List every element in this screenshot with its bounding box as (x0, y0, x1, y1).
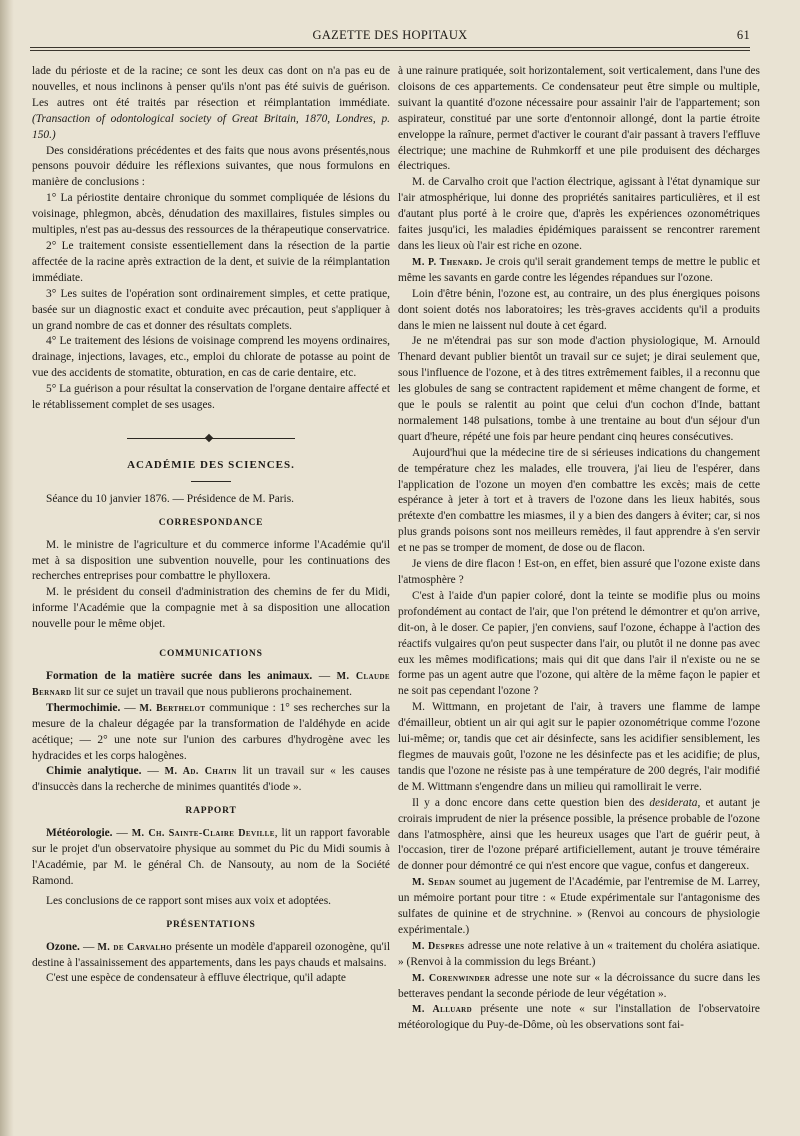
paragraph: C'est une espèce de condensateur à effluve électrique, qu'il adapte (46, 972, 346, 985)
journal-title: GAZETTE DES HOPITAUX (312, 28, 468, 42)
seance-line: Séance du 10 janvier 1876. — Présidence de M. Paris. (46, 492, 295, 505)
section-title: ACADÉMIE DES SCIENCES. (127, 458, 295, 471)
item-lead: Météorologie. (46, 827, 113, 840)
paragraph: M. de Carvalho croit que l'action électrique, agissant à l'état dynamique sur l'air atmosphérique, lui donne des propriétés sanitaires particulières, et il est d'autant plus porté à le croire que, d'après les expériences ozonométriques faites jusqu'ici, les maladies épidémiques paraissent se rencontrer rarement dans les lieux où l'air est riche en ozone. (398, 176, 760, 252)
paragraph (32, 64, 390, 144)
communication-item: Chimie analytique. — M. Ad. Chatin lit un travail sur « les causes d'insuccès dans la recherche de minimes quantités d'iode ». (32, 765, 390, 794)
speaker: M. Corenwinder (412, 972, 491, 984)
conclusion-4: 4° Le traitement des lésions de voisinage comprend les moyens ordinaires, drainage, injections, lavages, etc., emploi du chlorate de potasse au point de vue des accidents de stomatite, obturation, en cas de carie dentaire, etc. (32, 335, 390, 380)
section-separator (127, 436, 295, 442)
item-text: lit un travail sur « les causes d'insuccès dans la recherche de minimes quantités d'iode ». (32, 765, 390, 794)
paragraph: Les conclusions de ce rapport sont mises aux voix et adoptées. (46, 894, 332, 907)
header-rule-top (30, 47, 750, 48)
presentations-heading: PRÉSENTATIONS (166, 919, 256, 930)
text: soumet au jugement de l'Académie, par l'entremise de M. Larrey, un mémoire portant pour titre : « Etude expérimentale sur l'antagonisme des sulfates de quinine et de strychnine. » (Renvoi au concours de physiologie expérimentale.) (398, 876, 760, 936)
correspondance-heading: CORRESPONDANCE (158, 517, 264, 528)
paragraph: C'est à l'aide d'un papier coloré, dont la teinte se modifie plus ou moins profondément au contact de l'air, que l'on prétend le démontrer et qu'on arrive, dit-on, à le doser. Ce papier, j'en conviens, sauf l'ozone, échappe à l'action des réactifs vulgaires qu'on peut suspecter dans l'air, ou plutôt il ne donne pas avec eux les mêmes modifications; mais qui dit que dans l'air il n'existe ou ne se forme pas un agent autre que l'ozone, qui altère de la même façon le papier et ne soit pas cependant l'ozone ? (398, 589, 760, 698)
paragraph: à une rainure pratiquée, soit horizontalement, soit verticalement, dans l'une des cloisons de ces appartements. Ce condensateur peut être simple ou multiple, suivant la quantité d'ozone nécessaire pour assainir l'air de l'appartement; son aspirateur, constitué par une sorte d'entonnoir allongé, dont la partie étroite enveloppe la raînure, permet d'activer le courant d'air passant à travers l'effluve électrique; une machine de Ruhmkorff et une pile produisent des décharges électriques. (398, 65, 760, 173)
paragraph: Aujourd'hui que la médecine tire de si sérieuses indications du changement de température chez les malades, elle trouvera, j'ai lieu de l'espérer, dans l'application de l'ozone un moyen d'en combattre les excès; mais de cette espérance à jeter à tort et à travers de l'ozone dans les lieux habités, sous prétexte d'en combattre les miasmes, il y a bien des dangers à éviter; car, si nos plus grands poisons sont nos meilleurs remèdes, il faut apprendre à s'en servir et ne pas se tromper de moment, de dose ou de flacon. (398, 446, 760, 555)
conclusion-3: 3° Les suites de l'opération sont ordinairement simples, et cette pratique, basée sur un diagnostic exact et conduite avec précaution, peut s'appliquer à un grand nombre de cas et donner des résultats complets. (32, 287, 390, 332)
item-author: M. Berthelot (139, 702, 206, 714)
communications-heading: COMMUNICATIONS (159, 649, 263, 660)
paragraph (398, 1002, 760, 1034)
text: Je crois qu'il serait grandement temps de mettre le public et même les savants en garde contre les légendes répandues sur l'ozone. (398, 255, 760, 284)
item-author: M. Ch. Sainte-Claire Deville (131, 828, 275, 840)
paragraph: Je ne m'étendrai pas sur son mode d'action physiologique, M. Arnould Thenard devant publier bientôt un travail sur ce sujet; je dirai seulement que, sous l'influence de l'ozone, et à des titres extrêmement faibles, il a reconnu que les globules de sang se contractent rapidement et même changent de forme, et que le pouls se ralentit au point que celui d'un cochon d'Inde, battant normalement 148 pulsations, tombe à une trentaine au bout d'un séjour d'un quart d'heure, répété une fois par heure pendant cinq heures consécutives. (398, 335, 760, 443)
running-header (30, 28, 750, 46)
page-spine-shadow (0, 0, 14, 1136)
conclusion-5: 5° La guérison a pour résultat la conservation de l'organe dentaire affecté et le rétablissement complet de ses usages. (32, 383, 390, 412)
paragraph (398, 255, 760, 287)
rapport-heading: RAPPORT (185, 806, 237, 817)
text: adresse une note sur « la décroissance du sucre dans les betteraves pendant la seconde période de leur végétation ». (398, 971, 761, 1000)
speaker: M. P. Thenard. (412, 256, 483, 268)
paragraph (398, 796, 760, 876)
item-author: M. Ad. Chatin (164, 766, 237, 778)
page-number: 61 (736, 28, 750, 42)
paragraph: Je viens de dire flacon ! Est-on, en effet, bien assuré que l'ozone existe dans l'atmosphère ? (398, 558, 760, 586)
header-rule-bottom (30, 50, 750, 51)
item-text: lit sur ce sujet un travail que nous publierons prochainement. (71, 685, 353, 698)
speaker: M. Alluard (412, 1004, 473, 1016)
item-author: M. Claude Bernard (32, 671, 390, 698)
text: adresse une note relative à un « traitement du choléra asiatique. » (Renvoi à la commission du legs Bréant.) (398, 939, 761, 968)
communication-item: Thermochimie. — M. Berthelot communique : 1° ses recherches sur la mesure de la chaleur dégagée par la transformation de l'aldéhyde en acide acétique; — 2° une note sur l'union des carbures d'hydrogène avec les hydracides et les corps halogènes. (32, 701, 391, 762)
conclusion-1: 1° La périostite dentaire chronique du sommet compliquée de lésions du voisinage, phlegmon, abcès, dénudation des maxillaires, fistules simples ou multiples, n'est pas au-dessus des ressources de la thérapeutique conservatrice. (32, 192, 390, 237)
item-text: présente un modèle d'appareil ozonogène, qu'il destine à l'assainissement des appartements, dans les pays chauds et malsains. (32, 940, 390, 969)
short-rule (191, 481, 231, 482)
item-lead: Formation de la matière sucrée dans les animaux. (46, 670, 313, 682)
item-text: , lit un rapport favorable sur le projet d'un observatoire physique au sommet du Pic du Midi soumis à l'Académie, par M. le général Ch. de Nansouty, au nom de la Société Ramond. (32, 827, 390, 887)
left-column (32, 64, 390, 987)
paragraph (398, 971, 760, 1003)
speaker: M. Despres (412, 940, 465, 952)
paragraph (398, 939, 760, 971)
item-lead: Ozone. (46, 940, 80, 953)
emphasis: desiderata (649, 796, 698, 809)
rapport-item: Météorologie. — M. Ch. Sainte-Claire Deville, lit un rapport favorable sur le projet d'un observatoire physique au sommet du Pic du Midi soumis à l'Académie, par M. le général Ch. de Nansouty, au nom de la Société Ramond. (32, 827, 390, 887)
paragraph: M. le président du conseil d'administration des chemins de fer du Midi, informe l'Académie que la compagnie met à sa disposition une allocation nouvelle pour le même objet. (32, 586, 390, 631)
paragraph: Loin d'être bénin, l'ozone est, au contraire, un des plus énergiques poisons dont soient dotés nos laboratoires; les très-graves accidents qu'il a produits dans le mien ne laissent nul doute à cet égard. (398, 287, 760, 332)
paragraph: Des considérations précédentes et des faits que nous avons présentés,nous pensons pouvoir déduire les réflexions suivantes, que nous formulons en manière de conclusions : (32, 144, 390, 189)
text: présente une note « sur l'installation de l'observatoire météorologique du Puy-de-Dôme, où les observations sont fai- (398, 1003, 760, 1032)
paragraph (398, 875, 760, 939)
citation: (Transaction of odontological society of Great Britain, 1870, Londres, p. 150.) (32, 112, 390, 141)
item-author: M. de Carvalho (97, 941, 173, 953)
paragraph: M. le ministre de l'agriculture et du commerce informe l'Académie qu'il met à sa disposition une subvention nouvelle, pour les continuations des recherches entreprises pour combattre le phylloxera. (32, 538, 390, 583)
paragraph: M. Wittmann, en projetant de l'air, à travers une flamme de lampe d'émailleur, obtient un air qui agit sur le papier ozonométrique comme l'ozone lui-même; or, tandis que cet air désinfecte, sans les acidifier sensiblement, les flegmes de mauvais goût, l'ozone ne les désinfecte pas et les acidifie; de plus, tandis que l'ozone ne résiste pas à une température de 200 degrés, l'air modifié de M. Wittmann s'engendre dans un milieu qui ramollirait le verre. (398, 701, 760, 793)
conclusion-2: 2° Le traitement consiste essentiellement dans la résection de la partie affectée de la racine après extraction de la dent, et suivie de la réimplantation immédiate. (32, 239, 390, 284)
item-lead: Thermochimie. (46, 701, 121, 714)
item-lead: Chimie analytique. (46, 765, 142, 778)
item-text: communique : 1° ses recherches sur la mesure de la chaleur dégagée par la transformation de l'aldéhyde en acide acétique; — 2° une note sur l'union des carbures d'hydrogène avec les hydracides et les corps halogènes. (32, 701, 391, 762)
presentation-item: Ozone. — M. de Carvalho présente un modèle d'appareil ozonogène, qu'il destine à l'assainissement des appartements, dans les pays chauds et malsains. (32, 940, 390, 969)
communication-item: Formation de la matière sucrée dans les animaux. — M. Claude Bernard lit sur ce sujet un travail que nous publierons prochainement. (32, 670, 390, 698)
speaker: M. Sedan (412, 877, 456, 889)
text: lade du périoste et de la racine; ce sont les deux cas dont on n'a pas eu de nouvelles, et nous inclinons à penser qu'ils n'ont pas été suivis de guérison. Les autres ont été traités par résection et réimplantation immédiate. (32, 65, 390, 109)
right-column (398, 64, 760, 1034)
text: Il y a donc encore dans cette question bien des (412, 796, 650, 809)
text: , et autant je croirais imprudent de nier la présence possible, la présence probable de l'ozone dans l'atmosphère, ainsi que les heureux usages que l'art de guérir peut, à l'occasion, tirer de l'ozone préparé artificiellement, autant je trouve téméraire de donner pour démontré ce qui n'est encore que vague, confus et dangereux. (398, 796, 760, 873)
